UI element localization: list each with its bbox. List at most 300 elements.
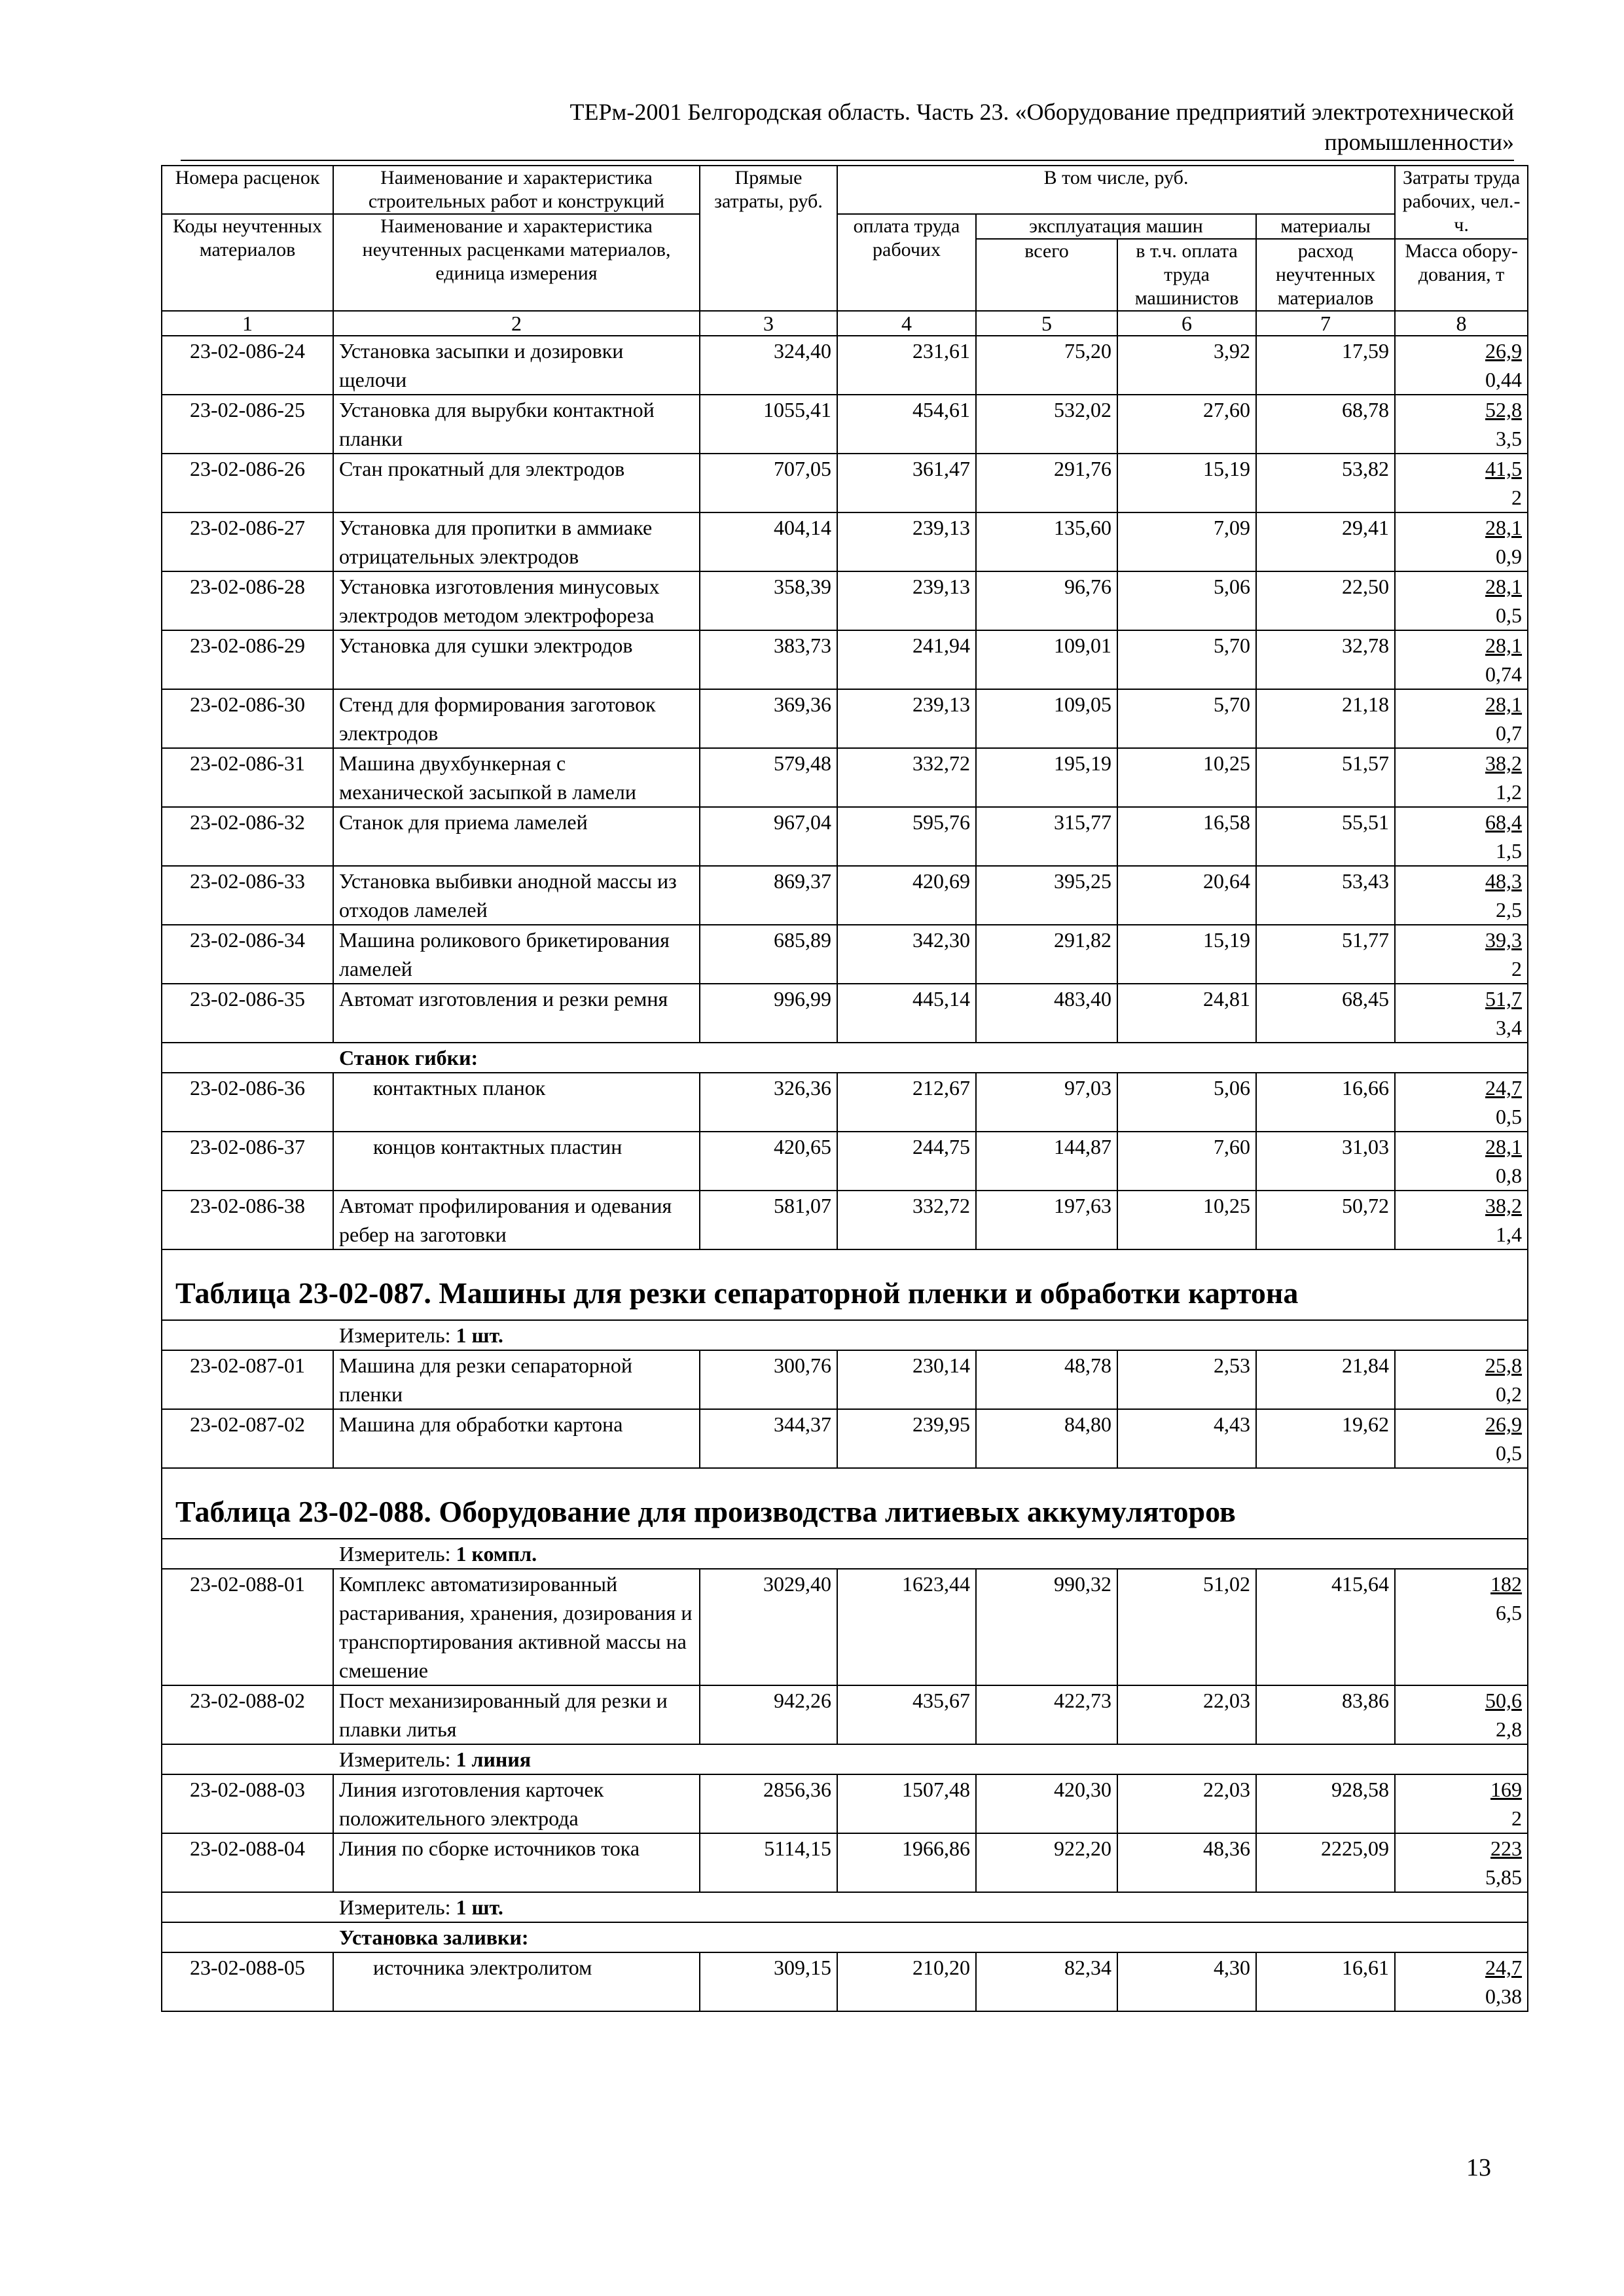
worker-wage: 595,76 (837, 807, 976, 866)
machine-cost: 109,05 (976, 689, 1117, 748)
table-row (162, 512, 1528, 571)
labor-cost: 52,8 (1485, 398, 1523, 422)
material-cost: 68,78 (1256, 395, 1395, 454)
measure-label: Измеритель: (339, 1542, 456, 1566)
equipment-mass: 3,5 (1496, 427, 1523, 450)
machinist-wage: 24,81 (1117, 984, 1256, 1043)
measure-value: 1 компл. (456, 1542, 537, 1566)
worker-wage: 244,75 (837, 1132, 976, 1191)
measure-value: 1 линия (456, 1748, 532, 1771)
col-number: 5 (976, 311, 1117, 336)
rate-name: Установка для пропитки в аммиаке отрицательных электродов (333, 512, 700, 571)
labor-cost: 28,1 (1485, 692, 1523, 716)
table-title (162, 1468, 1528, 1539)
rate-code: 23-02-086-38 (162, 1191, 333, 1249)
machine-cost: 75,20 (976, 336, 1117, 395)
header-line-2: промышленности» (1324, 129, 1514, 155)
rate-code: 23-02-086-29 (162, 630, 333, 689)
header-row-1 (162, 166, 1528, 214)
labor-mass-cell (1395, 1132, 1528, 1191)
machine-cost: 84,80 (976, 1409, 1117, 1468)
table-row (162, 571, 1528, 630)
machine-cost: 135,60 (976, 512, 1117, 571)
measure-label: Измеритель: (339, 1748, 456, 1771)
machinist-wage: 4,43 (1117, 1409, 1256, 1468)
labor-mass-cell (1395, 336, 1528, 395)
measure (162, 1744, 1528, 1774)
machinist-wage: 15,19 (1117, 925, 1256, 984)
rate-name: Пост механизированный для резки и плавки литья (333, 1685, 700, 1744)
col5-header: всего (976, 239, 1117, 311)
header-line-1: ТЕРм-2001 Белгородская область. Часть 23. «Оборудование предприятий электротехнической (569, 99, 1514, 125)
rate-code: 23-02-086-28 (162, 571, 333, 630)
rate-code: 23-02-086-26 (162, 454, 333, 512)
equipment-mass: 2,5 (1496, 898, 1523, 922)
machine-cost: 195,19 (976, 748, 1117, 807)
direct-cost: 579,48 (700, 748, 837, 807)
equipment-mass: 0,74 (1485, 662, 1523, 686)
table-87-title: Таблица 23-02-087. Машины для резки сепараторной пленки и обработки картона (175, 1276, 1299, 1310)
worker-wage: 1507,48 (837, 1774, 976, 1833)
material-cost: 16,66 (1256, 1073, 1395, 1132)
equipment-mass: 0,8 (1496, 1164, 1523, 1187)
rate-code: 23-02-086-31 (162, 748, 333, 807)
header-rule (181, 160, 1514, 161)
material-cost: 16,61 (1256, 1952, 1395, 2011)
labor-mass-cell (1395, 748, 1528, 807)
equipment-mass: 0,5 (1496, 603, 1523, 627)
machine-cost: 96,76 (976, 571, 1117, 630)
machine-cost: 395,25 (976, 866, 1117, 925)
worker-wage: 342,30 (837, 925, 976, 984)
machine-cost: 990,32 (976, 1569, 1117, 1685)
machinist-wage: 10,25 (1117, 748, 1256, 807)
material-cost: 51,77 (1256, 925, 1395, 984)
table-row (162, 1569, 1528, 1685)
col4-header: оплата труда рабочих (837, 214, 976, 311)
direct-cost: 344,37 (700, 1409, 837, 1468)
table-row (162, 925, 1528, 984)
col6-header: в т.ч. оплата труда машинистов (1117, 239, 1256, 311)
table-row (162, 395, 1528, 454)
rate-name: источника электролитом (333, 1952, 700, 2011)
direct-cost: 3029,40 (700, 1569, 837, 1685)
rate-name: Установка для сушки электродов (333, 630, 700, 689)
machinist-wage: 16,58 (1117, 807, 1256, 866)
rate-name: Автомат профилирования и одевания ребер на заготовки (333, 1191, 700, 1249)
material-cost: 415,64 (1256, 1569, 1395, 1685)
material-cost: 19,62 (1256, 1409, 1395, 1468)
equipment-mass: 5,85 (1485, 1865, 1523, 1889)
machine-cost: 109,01 (976, 630, 1117, 689)
machinist-wage: 7,09 (1117, 512, 1256, 571)
col7-header: расход неучтенных материалов (1256, 239, 1395, 311)
col1-top-header: Номера расценок (162, 166, 333, 214)
labor-mass-cell (1395, 512, 1528, 571)
table-row (162, 866, 1528, 925)
equipment-mass: 0,38 (1485, 1984, 1523, 2008)
labor-cost: 38,2 (1485, 751, 1523, 775)
direct-cost: 1055,41 (700, 395, 837, 454)
labor-mass-cell (1395, 984, 1528, 1043)
table-title-row (162, 1468, 1528, 1539)
table-row (162, 1685, 1528, 1744)
labor-cost: 48,3 (1485, 869, 1523, 893)
worker-wage: 241,94 (837, 630, 976, 689)
col2-bottom-header: Наименование и характеристика неучтенных расценками материалов, единица измерения (333, 214, 700, 311)
direct-cost: 358,39 (700, 571, 837, 630)
labor-cost: 24,7 (1485, 1076, 1523, 1100)
group-heading (162, 1922, 1528, 1952)
rate-name: Установка выбивки анодной массы из отходов ламелей (333, 866, 700, 925)
machine-cost: 48,78 (976, 1350, 1117, 1409)
header-row-2 (162, 214, 1528, 239)
direct-cost: 869,37 (700, 866, 837, 925)
rate-code: 23-02-086-37 (162, 1132, 333, 1191)
rate-code: 23-02-088-02 (162, 1685, 333, 1744)
material-cost: 928,58 (1256, 1774, 1395, 1833)
table-row (162, 984, 1528, 1043)
material-cost: 83,86 (1256, 1685, 1395, 1744)
direct-cost: 942,26 (700, 1685, 837, 1744)
worker-wage: 239,13 (837, 512, 976, 571)
col8-bottom-header: Масса обору-дования, т (1395, 239, 1528, 311)
direct-cost: 2856,36 (700, 1774, 837, 1833)
measure (162, 1892, 1528, 1922)
machinist-wage: 51,02 (1117, 1569, 1256, 1685)
labor-cost: 182 (1490, 1572, 1523, 1596)
rate-name: Комплекс автоматизированный растаривания, хранения, дозирования и транспортирования активной массы на смешение (333, 1569, 700, 1685)
table-row (162, 1132, 1528, 1191)
material-cost: 50,72 (1256, 1191, 1395, 1249)
labor-mass-cell (1395, 1191, 1528, 1249)
machinist-wage: 2,53 (1117, 1350, 1256, 1409)
labor-mass-cell (1395, 1685, 1528, 1744)
machine-cost: 197,63 (976, 1191, 1117, 1249)
rate-name: Линия по сборке источников тока (333, 1833, 700, 1892)
table-title-row (162, 1249, 1528, 1320)
labor-cost: 24,7 (1485, 1956, 1523, 1979)
rate-code: 23-02-086-30 (162, 689, 333, 748)
rate-code: 23-02-088-03 (162, 1774, 333, 1833)
rate-name: Установка изготовления минусовых электродов методом электрофореза (333, 571, 700, 630)
worker-wage: 239,13 (837, 689, 976, 748)
labor-mass-cell (1395, 807, 1528, 866)
equipment-mass: 0,44 (1485, 368, 1523, 391)
rate-name: Машина для обработки картона (333, 1409, 700, 1468)
measure (162, 1320, 1528, 1350)
labor-cost: 25,8 (1485, 1354, 1523, 1377)
rate-name: Установка засыпки и дозировки щелочи (333, 336, 700, 395)
materials-header: материалы (1256, 214, 1395, 239)
machine-cost: 97,03 (976, 1073, 1117, 1132)
material-cost: 32,78 (1256, 630, 1395, 689)
measure-row (162, 1539, 1528, 1569)
labor-cost: 169 (1490, 1778, 1523, 1801)
material-cost: 68,45 (1256, 984, 1395, 1043)
measure-row (162, 1320, 1528, 1350)
material-cost: 21,18 (1256, 689, 1395, 748)
material-cost: 22,50 (1256, 571, 1395, 630)
equipment-mass: 3,4 (1496, 1016, 1523, 1039)
equipment-mass: 6,5 (1496, 1601, 1523, 1624)
rate-name: Машина двухбункерная с механической засыпкой в ламели (333, 748, 700, 807)
machinist-wage: 4,30 (1117, 1952, 1256, 2011)
rate-code: 23-02-087-01 (162, 1350, 333, 1409)
equipment-mass: 0,5 (1496, 1441, 1523, 1465)
labor-cost: 68,4 (1485, 810, 1523, 834)
machine-cost: 922,20 (976, 1833, 1117, 1892)
group-heading (162, 1043, 1528, 1073)
material-cost: 2225,09 (1256, 1833, 1395, 1892)
table-row (162, 1191, 1528, 1249)
material-cost: 21,84 (1256, 1350, 1395, 1409)
material-cost: 53,82 (1256, 454, 1395, 512)
rate-name: Линия изготовления карточек положительного электрода (333, 1774, 700, 1833)
material-cost: 29,41 (1256, 512, 1395, 571)
rate-code: 23-02-086-36 (162, 1073, 333, 1132)
table-row (162, 1774, 1528, 1833)
col3-header: Прямые затраты, руб. (700, 166, 837, 311)
table-row (162, 630, 1528, 689)
col1-bottom-header: Коды неучтенных материалов (162, 214, 333, 311)
labor-mass-cell (1395, 454, 1528, 512)
rate-name: концов контактных пластин (333, 1132, 700, 1191)
machinist-wage: 5,70 (1117, 630, 1256, 689)
equipment-mass: 2 (1511, 1806, 1523, 1830)
rate-name: Автомат изготовления и резки ремня (333, 984, 700, 1043)
equipment-mass: 0,5 (1496, 1105, 1523, 1128)
material-cost: 53,43 (1256, 866, 1395, 925)
worker-wage: 1623,44 (837, 1569, 976, 1685)
labor-cost: 28,1 (1485, 516, 1523, 539)
direct-cost: 685,89 (700, 925, 837, 984)
labor-mass-cell (1395, 1774, 1528, 1833)
rate-code: 23-02-086-35 (162, 984, 333, 1043)
column-numbers-row (162, 311, 1528, 336)
material-cost: 55,51 (1256, 807, 1395, 866)
worker-wage: 420,69 (837, 866, 976, 925)
rate-code: 23-02-086-25 (162, 395, 333, 454)
labor-mass-cell (1395, 630, 1528, 689)
worker-wage: 230,14 (837, 1350, 976, 1409)
rate-name: Стан прокатный для электродов (333, 454, 700, 512)
machine-cost: 483,40 (976, 984, 1117, 1043)
table-row (162, 1833, 1528, 1892)
table-row (162, 1073, 1528, 1132)
labor-cost: 28,1 (1485, 1135, 1523, 1158)
direct-cost: 420,65 (700, 1132, 837, 1191)
labor-mass-cell (1395, 1952, 1528, 2011)
machinist-wage: 27,60 (1117, 395, 1256, 454)
worker-wage: 239,13 (837, 571, 976, 630)
measure-value: 1 шт. (456, 1895, 503, 1919)
labor-cost: 26,9 (1485, 339, 1523, 363)
group-label: Установка заливки: (339, 1926, 529, 1949)
machinist-wage: 5,06 (1117, 571, 1256, 630)
material-cost: 51,57 (1256, 748, 1395, 807)
labor-mass-cell (1395, 1569, 1528, 1685)
direct-cost: 967,04 (700, 807, 837, 866)
machine-cost: 291,82 (976, 925, 1117, 984)
machinist-wage: 22,03 (1117, 1685, 1256, 1744)
equipment-mass: 0,2 (1496, 1382, 1523, 1406)
table-row (162, 1350, 1528, 1409)
worker-wage: 212,67 (837, 1073, 976, 1132)
labor-mass-cell (1395, 925, 1528, 984)
rate-code: 23-02-086-34 (162, 925, 333, 984)
rate-code: 23-02-086-24 (162, 336, 333, 395)
direct-cost: 5114,15 (700, 1833, 837, 1892)
equipment-mass: 1,4 (1496, 1223, 1523, 1246)
direct-cost: 369,36 (700, 689, 837, 748)
worker-wage: 1966,86 (837, 1833, 976, 1892)
equipment-mass: 1,2 (1496, 780, 1523, 804)
machine-cost: 420,30 (976, 1774, 1117, 1833)
measure (162, 1539, 1528, 1569)
rate-code: 23-02-088-05 (162, 1952, 333, 2011)
labor-mass-cell (1395, 571, 1528, 630)
labor-mass-cell (1395, 1409, 1528, 1468)
group-label: Станок гибки: (339, 1046, 478, 1069)
col-number: 8 (1395, 311, 1528, 336)
rate-code: 23-02-087-02 (162, 1409, 333, 1468)
worker-wage: 435,67 (837, 1685, 976, 1744)
equipment-mass: 0,9 (1496, 545, 1523, 568)
direct-cost: 996,99 (700, 984, 837, 1043)
machine-cost: 532,02 (976, 395, 1117, 454)
col-number: 6 (1117, 311, 1256, 336)
page-header (183, 97, 1514, 157)
material-cost: 31,03 (1256, 1132, 1395, 1191)
labor-mass-cell (1395, 395, 1528, 454)
labor-mass-cell (1395, 866, 1528, 925)
direct-cost: 324,40 (700, 336, 837, 395)
machinist-wage: 15,19 (1117, 454, 1256, 512)
page-number: 13 (1466, 2154, 1491, 2181)
labor-mass-cell (1395, 689, 1528, 748)
table-row (162, 336, 1528, 395)
rate-name: Установка для вырубки контактной планки (333, 395, 700, 454)
rate-name: Станок для приема ламелей (333, 807, 700, 866)
machine-cost: 291,76 (976, 454, 1117, 512)
machinist-wage: 3,92 (1117, 336, 1256, 395)
equipment-mass: 2 (1511, 486, 1523, 509)
table-row (162, 748, 1528, 807)
col8-top-header: Затраты труда рабочих, чел.-ч. (1395, 166, 1528, 239)
price-table (161, 165, 1528, 2012)
table-row (162, 807, 1528, 866)
machine-cost: 422,73 (976, 1685, 1117, 1744)
labor-cost: 28,1 (1485, 575, 1523, 598)
worker-wage: 332,72 (837, 1191, 976, 1249)
equipment-mass: 2 (1511, 957, 1523, 980)
incl-header: В том числе, руб. (837, 166, 1395, 214)
col2-top-header: Наименование и характеристика строительных работ и конструкций (333, 166, 700, 214)
col-number: 7 (1256, 311, 1395, 336)
rate-name: Машина роликового брикетирования ламелей (333, 925, 700, 984)
direct-cost: 404,14 (700, 512, 837, 571)
rate-name: Машина для резки сепараторной пленки (333, 1350, 700, 1409)
measure-value: 1 шт. (456, 1323, 503, 1347)
worker-wage: 210,20 (837, 1952, 976, 2011)
labor-cost: 50,6 (1485, 1689, 1523, 1712)
machinist-wage: 7,60 (1117, 1132, 1256, 1191)
worker-wage: 332,72 (837, 748, 976, 807)
machinist-wage: 20,64 (1117, 866, 1256, 925)
rate-code: 23-02-086-32 (162, 807, 333, 866)
group-heading-row (162, 1043, 1528, 1073)
group-heading-row (162, 1922, 1528, 1952)
exploit-header: эксплуатация машин (976, 214, 1256, 239)
rate-code: 23-02-088-01 (162, 1569, 333, 1685)
labor-cost: 41,5 (1485, 457, 1523, 480)
machinist-wage: 5,06 (1117, 1073, 1256, 1132)
col-number: 3 (700, 311, 837, 336)
machinist-wage: 10,25 (1117, 1191, 1256, 1249)
worker-wage: 231,61 (837, 336, 976, 395)
worker-wage: 454,61 (837, 395, 976, 454)
labor-cost: 39,3 (1485, 928, 1523, 952)
labor-cost: 38,2 (1485, 1194, 1523, 1217)
labor-mass-cell (1395, 1073, 1528, 1132)
direct-cost: 383,73 (700, 630, 837, 689)
machine-cost: 144,87 (976, 1132, 1117, 1191)
table-row (162, 1952, 1528, 2011)
table-title (162, 1249, 1528, 1320)
machine-cost: 315,77 (976, 807, 1117, 866)
labor-cost: 51,7 (1485, 987, 1523, 1011)
table-row (162, 454, 1528, 512)
measure-row (162, 1744, 1528, 1774)
worker-wage: 239,95 (837, 1409, 976, 1468)
direct-cost: 581,07 (700, 1191, 837, 1249)
labor-cost: 26,9 (1485, 1412, 1523, 1436)
rate-name: Стенд для формирования заготовок электродов (333, 689, 700, 748)
col-number: 1 (162, 311, 333, 336)
rate-name: контактных планок (333, 1073, 700, 1132)
material-cost: 17,59 (1256, 336, 1395, 395)
machinist-wage: 5,70 (1117, 689, 1256, 748)
labor-cost: 28,1 (1485, 634, 1523, 657)
rate-code: 23-02-086-33 (162, 866, 333, 925)
direct-cost: 309,15 (700, 1952, 837, 2011)
worker-wage: 361,47 (837, 454, 976, 512)
col-number: 4 (837, 311, 976, 336)
table-row (162, 1409, 1528, 1468)
labor-mass-cell (1395, 1833, 1528, 1892)
table-88-title: Таблица 23-02-088. Оборудование для производства литиевых аккумуляторов (175, 1495, 1236, 1528)
direct-cost: 707,05 (700, 454, 837, 512)
machine-cost: 82,34 (976, 1952, 1117, 2011)
equipment-mass: 1,5 (1496, 839, 1523, 863)
rate-code: 23-02-086-27 (162, 512, 333, 571)
labor-cost: 223 (1490, 1837, 1523, 1860)
equipment-mass: 2,8 (1496, 1717, 1523, 1741)
machinist-wage: 22,03 (1117, 1774, 1256, 1833)
rate-code: 23-02-088-04 (162, 1833, 333, 1892)
measure-row (162, 1892, 1528, 1922)
machinist-wage: 48,36 (1117, 1833, 1256, 1892)
labor-mass-cell (1395, 1350, 1528, 1409)
measure-label: Измеритель: (339, 1895, 456, 1919)
direct-cost: 326,36 (700, 1073, 837, 1132)
col-number: 2 (333, 311, 700, 336)
direct-cost: 300,76 (700, 1350, 837, 1409)
worker-wage: 445,14 (837, 984, 976, 1043)
table-row (162, 689, 1528, 748)
equipment-mass: 0,7 (1496, 721, 1523, 745)
